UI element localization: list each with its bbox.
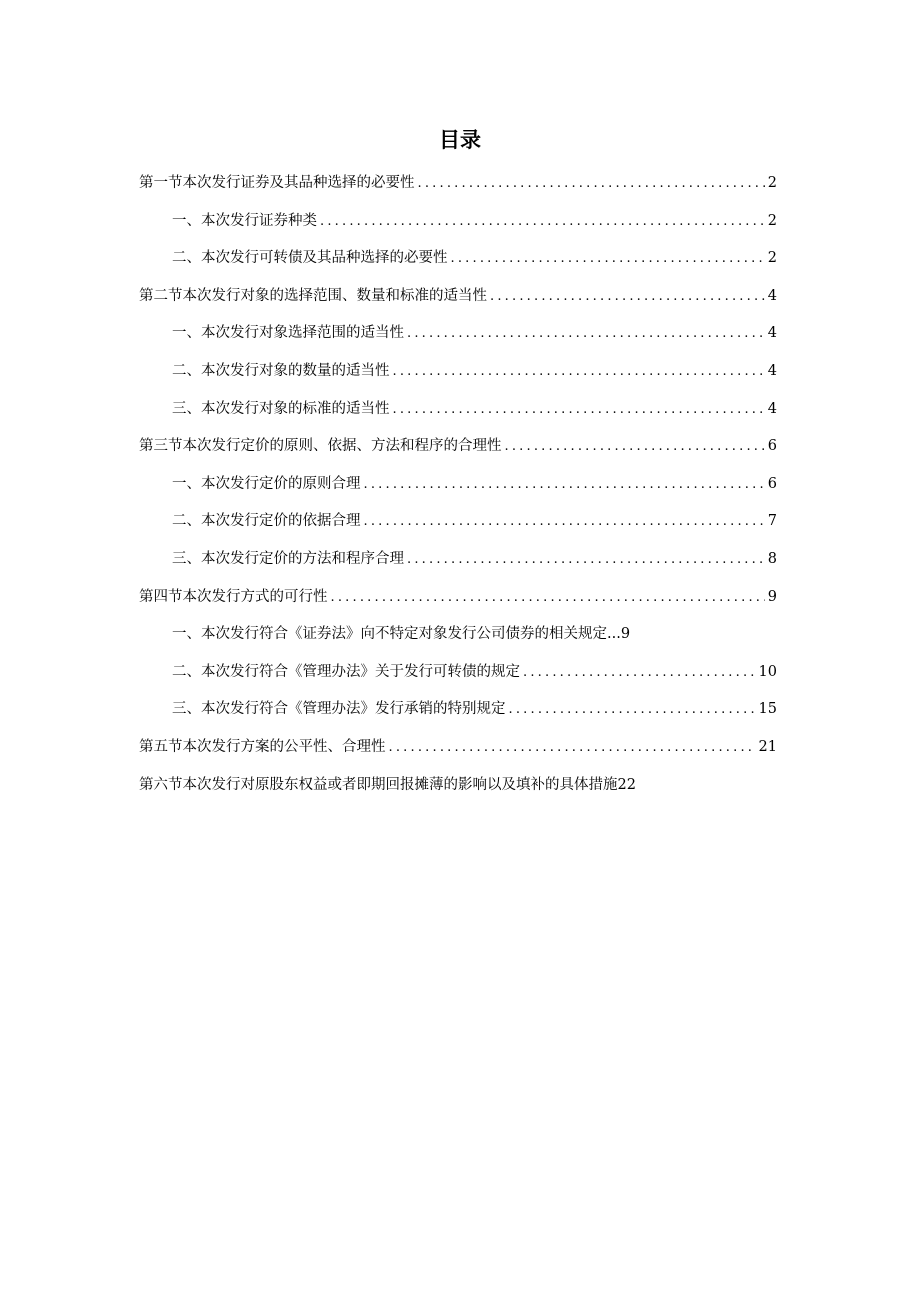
toc-entry-label: 一、本次发行符合《证券法》向不特定对象发行公司债券的相关规定...9 — [172, 626, 631, 643]
toc-entry-label: 第二节本次发行对象的选择范围、数量和标准的适当性 — [139, 287, 487, 304]
toc-dot-leader — [389, 733, 756, 763]
toc-entry-label: 二、本次发行符合《管理办法》关于发行可转债的规定 — [172, 663, 520, 680]
toc-entry-label: 三、本次发行定价的方法和程序合理 — [172, 550, 404, 567]
toc-entry[interactable] — [139, 318, 777, 356]
toc-entry-label: 第六节本次发行对原股东权益或者即期回报摊薄的影响以及填补的具体措施22 — [139, 776, 636, 793]
toc-dot-leader — [364, 507, 765, 537]
toc-entry-label: 三、本次发行符合《管理办法》发行承销的特别规定 — [172, 701, 506, 718]
toc-dot-leader — [505, 432, 765, 462]
toc-entry[interactable] — [139, 431, 777, 469]
toc-page-number: 10 — [758, 663, 777, 680]
toc-entry[interactable] — [139, 582, 777, 620]
toc-entry[interactable] — [139, 281, 777, 319]
toc-entry-label: 第一节本次发行证券及其品种选择的必要性 — [139, 175, 415, 191]
toc-entry[interactable] — [139, 506, 777, 544]
toc-entry-label: 第五节本次发行方案的公平性、合理性 — [139, 738, 386, 755]
toc-page-number: 15 — [758, 701, 777, 718]
toc-entry[interactable] — [139, 168, 777, 206]
toc-dot-leader — [451, 244, 765, 274]
toc-entry-label: 一、本次发行对象选择范围的适当性 — [172, 325, 404, 342]
toc-page-number: 4 — [767, 362, 777, 379]
toc-dot-leader — [523, 658, 756, 688]
toc-entry[interactable] — [139, 732, 777, 770]
toc-entry-label: 三、本次发行对象的标准的适当性 — [172, 400, 390, 417]
toc-entry[interactable] — [139, 356, 777, 394]
toc-entry[interactable] — [139, 694, 777, 732]
toc-dot-leader — [509, 695, 756, 725]
toc-entry[interactable] — [139, 544, 777, 582]
toc-page-number: 21 — [758, 738, 777, 755]
toc-dot-leader — [407, 319, 765, 349]
toc-dot-leader — [364, 470, 765, 500]
toc-entry[interactable] — [139, 770, 777, 808]
toc-dot-leader — [393, 395, 765, 425]
toc-page-number: 4 — [767, 325, 777, 342]
toc-entry-label: 一、本次发行定价的原则合理 — [172, 475, 361, 492]
toc-dot-leader — [320, 207, 765, 237]
toc-dot-leader — [418, 169, 765, 199]
toc-page-number: 4 — [767, 287, 777, 304]
toc-dot-leader — [393, 357, 765, 387]
toc-entry[interactable] — [139, 469, 777, 507]
toc-page-number: 6 — [767, 438, 777, 455]
toc-entry[interactable] — [139, 206, 777, 244]
toc-page-number: 2 — [767, 212, 777, 229]
toc-dot-leader — [331, 583, 765, 613]
toc-page-number: 8 — [767, 550, 777, 567]
toc-entry-label: 二、本次发行对象的数量的适当性 — [172, 362, 390, 379]
toc-entry[interactable] — [139, 657, 777, 695]
toc-page-number: 6 — [767, 475, 777, 492]
toc-list — [139, 168, 777, 807]
toc-page-number: 2 — [767, 250, 777, 267]
toc-dot-leader — [407, 545, 765, 575]
toc-entry[interactable] — [139, 243, 777, 281]
toc-dot-leader — [490, 282, 765, 312]
toc-entry-label: 二、本次发行定价的依据合理 — [172, 513, 361, 530]
toc-page-number: 2 — [767, 175, 777, 191]
toc-entry-label: 二、本次发行可转债及其品种选择的必要性 — [172, 250, 448, 267]
toc-entry-label: 第四节本次发行方式的可行性 — [139, 588, 328, 605]
toc-page-number: 7 — [767, 513, 777, 530]
toc-title: 目录 — [439, 128, 481, 152]
toc-page-number: 4 — [767, 400, 777, 417]
toc-entry-label: 第三节本次发行定价的原则、依据、方法和程序的合理性 — [139, 438, 502, 455]
toc-page-number: 9 — [767, 588, 777, 605]
toc-entry[interactable] — [139, 394, 777, 432]
toc-entry[interactable] — [139, 619, 777, 657]
toc-entry-label: 一、本次发行证券种类 — [172, 212, 317, 229]
